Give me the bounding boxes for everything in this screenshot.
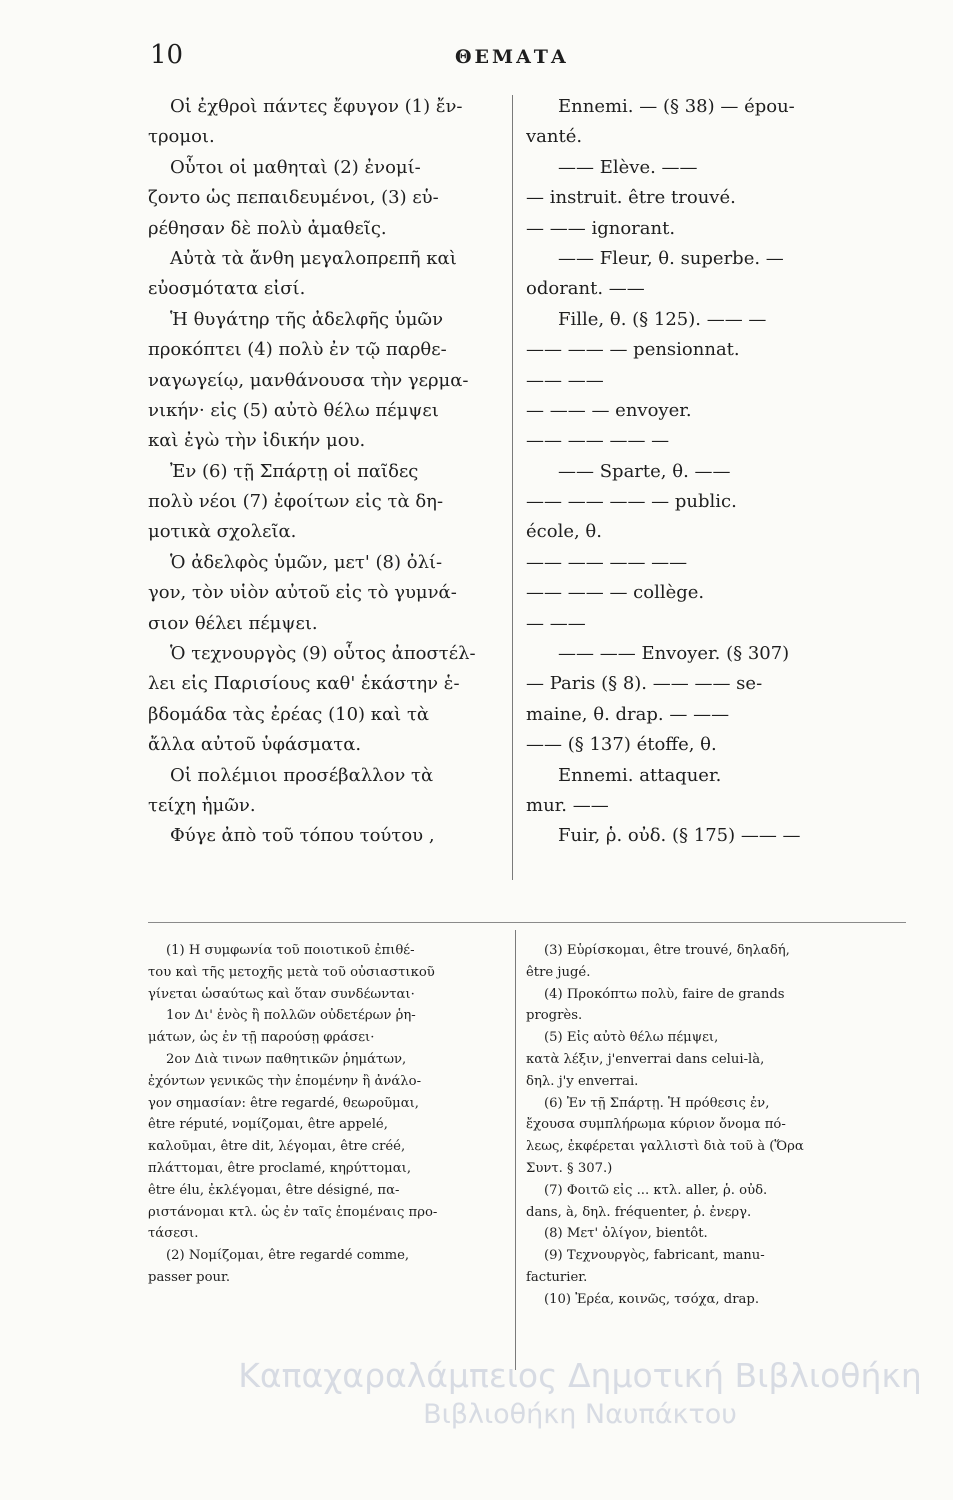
column-divider xyxy=(512,95,513,880)
text-line: Ὁ ἀδελφὸς ὑμῶν, μετ' (8) ὀλί- xyxy=(170,551,443,573)
text-line: ζοντο ὡς πεπαιδευμένοι, (3) εὑ- xyxy=(148,187,439,209)
text-line: — —— xyxy=(526,612,586,634)
text-line: Οἱ ἐχθροὶ πάντες ἔφυγον (1) ἔν- xyxy=(170,96,463,117)
footnote-line: être réputé, νομίζομαι, être appelé, xyxy=(148,1117,388,1133)
text-line: σιον θέλει πέμψει. xyxy=(148,612,318,634)
footnote-line: πλάττομαι, être proclamé, κηρύττομαι, xyxy=(148,1160,412,1176)
watermark-line-2: Βιβλιοθήκη Ναυπάκτου xyxy=(423,1399,737,1430)
french-lines xyxy=(526,92,906,852)
text-line: προκόπτει (4) πολὺ ἐν τῷ παρθε- xyxy=(148,339,447,361)
footnote-line: (6) Ἐν τῇ Σπάρτῃ. Ἡ πρόθεσις ἐν, xyxy=(544,1095,770,1111)
text-line: Ennemi. attaquer. xyxy=(558,764,722,786)
footnote-line: être jugé. xyxy=(526,964,591,980)
text-line: Αὐτὰ τὰ ἄνθη μεγαλοπρεπῆ καὶ xyxy=(170,247,457,269)
text-line: Fuir, ῥ. οὐδ. (§ 175) —— — xyxy=(558,825,801,847)
text-line: — instruit. être trouvé. xyxy=(526,187,736,209)
footnote-line: (10) Ἐρέα, κοινῶς, τσόχα, drap. xyxy=(544,1291,760,1307)
text-line: maine, θ. drap. — —— xyxy=(526,703,730,725)
footnote-line: facturier. xyxy=(526,1269,588,1285)
text-line: Οἱ πολέμιοι προσέβαλλον τὰ xyxy=(170,764,434,786)
footnote-lines-right xyxy=(526,940,906,1311)
text-line: —— —— — pensionnat. xyxy=(526,339,740,361)
page-title: ΘΕΜΑΤΑ xyxy=(455,46,569,68)
footnote-line: γίνεται ὡσαύτως καὶ ὅταν συνδέωνται· xyxy=(148,986,415,1002)
text-line: καὶ ἐγὼ τὴν ἰδικήν μου. xyxy=(148,430,366,452)
footnote-line: (1) Η συμφωνία τοῦ ποιοτικοῦ ἐπιθέ- xyxy=(166,943,415,958)
text-line: Fille, θ. (§ 125). —— — xyxy=(558,308,767,330)
footnote-line: (3) Εὑρίσκομαι, être trouvé, δηλαδή, xyxy=(544,943,790,958)
text-line: —— Sparte, θ. —— xyxy=(558,460,731,482)
text-line: Ἐν (6) τῇ Σπάρτῃ οἱ παῖδες xyxy=(170,460,419,482)
text-line: τρομοι. xyxy=(148,126,215,148)
footnote-line: (4) Προκόπτω πολὺ, faire de grands xyxy=(544,986,785,1002)
library-watermark xyxy=(230,1355,930,1433)
footnote-line: γον σημασίαν: être regardé, θεωροῦμαι, xyxy=(148,1095,419,1111)
footnote-line: τάσεσι. xyxy=(148,1226,199,1242)
footnote-line: ριστάνομαι κτλ. ὡς ἐν ταῖς ἑπομέναις προ- xyxy=(148,1204,438,1220)
text-line: Ἡ θυγάτηρ τῆς ἀδελφῆς ὑμῶν xyxy=(170,308,444,330)
text-line: λει εἰς Παρισίους καθ' ἑκάστην ἑ- xyxy=(148,673,460,695)
text-line: πολὺ νέοι (7) ἐφοίτων εἰς τὰ δη- xyxy=(148,491,444,513)
footnote-line: (2) Νομίζομαι, être regardé comme, xyxy=(166,1248,410,1264)
text-line: Ὁ τεχνουργὸς (9) οὗτος ἀποστέλ- xyxy=(170,643,476,665)
footnote-line: καλοῦμαι, être dit, λέγομαι, être créé, xyxy=(148,1139,406,1155)
text-line: βδομάδα τὰς ἐρέας (10) καὶ τὰ xyxy=(148,703,430,725)
footnote-line: dans, à, δηλ. fréquenter, ῥ. ἐνεργ. xyxy=(526,1204,752,1220)
footnote-line: progrès. xyxy=(526,1008,583,1024)
footnote-line: passer pour. xyxy=(148,1269,231,1285)
footnote-line: λεως, ἐκφέρεται γαλλιστὶ διὰ τοῦ à (Ὅρα xyxy=(526,1139,804,1155)
footnote-line: (8) Μετ' ὀλίγον, bientôt. xyxy=(544,1226,708,1242)
text-line: γον, τὸν υἱὸν αὐτοῦ εἰς τὸ γυμνά- xyxy=(148,582,457,604)
text-line: εὐοσμότατα εἰσί. xyxy=(148,278,306,300)
footnote-line: μάτων, ὡς ἐν τῇ παρούσῃ φράσει· xyxy=(148,1030,375,1046)
footnote-lines-left xyxy=(148,940,510,1289)
text-line: école, θ. xyxy=(526,521,602,543)
footnote-line: Συντ. § 307.) xyxy=(526,1160,613,1176)
text-line: Οὗτοι οἱ μαθηταὶ (2) ἐνομί- xyxy=(170,156,421,178)
footnotes-right xyxy=(526,940,906,1311)
footnote-line: être élu, ἐκλέγομαι, être désigné, πα- xyxy=(148,1182,400,1198)
greek-lines xyxy=(148,92,508,852)
text-line: — Paris (§ 8). —— —— se- xyxy=(526,673,763,695)
text-line: —— —— Envoyer. (§ 307) xyxy=(558,643,790,665)
footnote-line: ἔχουσα συμπλήρωμα κύριον ὄνομα πό- xyxy=(526,1117,786,1133)
text-line: —— (§ 137) étoffe, θ. xyxy=(526,734,717,756)
footnote-line: (9) Τεχνουργὸς, fabricant, manu- xyxy=(544,1248,765,1264)
french-vocabulary-column xyxy=(526,92,906,852)
text-line: —— Elève. —— xyxy=(558,156,698,178)
greek-exercise-column xyxy=(148,92,508,852)
footnote-column-divider xyxy=(515,930,516,1370)
text-line: ρέθησαν δὲ πολὺ ἀμαθεῖς. xyxy=(148,217,387,239)
footnote-separator xyxy=(148,922,906,923)
footnote-line: δηλ. j'y enverrai. xyxy=(526,1073,639,1089)
text-line: —— —— —— —— xyxy=(526,551,688,573)
text-line: μοτικὰ σχολεῖα. xyxy=(148,521,297,543)
text-line: —— Fleur, θ. superbe. — xyxy=(558,247,784,269)
text-line: —— —— —— — public. xyxy=(526,491,737,513)
footnote-line: 2ον Διὰ τινων παθητικῶν ῥημάτων, xyxy=(166,1051,407,1067)
text-line: odorant. —— xyxy=(526,278,645,300)
footnote-line: (5) Εἰς αὐτὸ θέλω πέμψει, xyxy=(544,1030,719,1046)
footnote-line: ἐχόντων γενικῶς τὴν ἑπομένην ἢ ἀνάλο- xyxy=(148,1073,422,1089)
text-line: —— —— — collège. xyxy=(526,582,705,604)
text-line: ἄλλα αὐτοῦ ὑφάσματα. xyxy=(148,734,362,756)
watermark-line-1: Καπαχαραλάμπειος Δημοτική Βιβλιοθήκη xyxy=(238,1356,922,1395)
footnote-line: (7) Φοιτῶ εἰς ... κτλ. aller, ῥ. οὐδ. xyxy=(544,1182,768,1198)
footnotes-left xyxy=(148,940,510,1289)
text-line: — —— ignorant. xyxy=(526,217,676,239)
page-number: 10 xyxy=(150,40,184,70)
text-line: mur. —— xyxy=(526,794,609,816)
text-line: νικήν· εἰς (5) αὐτὸ θέλω πέμψει xyxy=(148,399,439,421)
text-line: Ennemi. — (§ 38) — épou- xyxy=(558,96,795,117)
text-line: vanté. xyxy=(526,126,583,148)
footnote-line: του καὶ τῆς μετοχῆς μετὰ τοῦ οὐσιαστικοῦ xyxy=(148,964,435,980)
footnote-line: κατὰ λέξιν, j'enverrai dans celui-là, xyxy=(526,1051,765,1067)
text-line: — —— — envoyer. xyxy=(526,399,692,421)
text-line: ναγωγείῳ, μανθάνουσα τὴν γερμα- xyxy=(148,369,469,391)
text-line: —— —— xyxy=(526,369,604,391)
text-line: —— —— —— — xyxy=(526,430,670,452)
text-line: Φύγε ἀπὸ τοῦ τόπου τούτου , xyxy=(170,825,435,847)
footnote-line: 1ον Δι' ἑνὸς ἢ πολλῶν οὐδετέρων ῥη- xyxy=(166,1008,416,1024)
text-line: τείχη ἡμῶν. xyxy=(148,794,256,816)
